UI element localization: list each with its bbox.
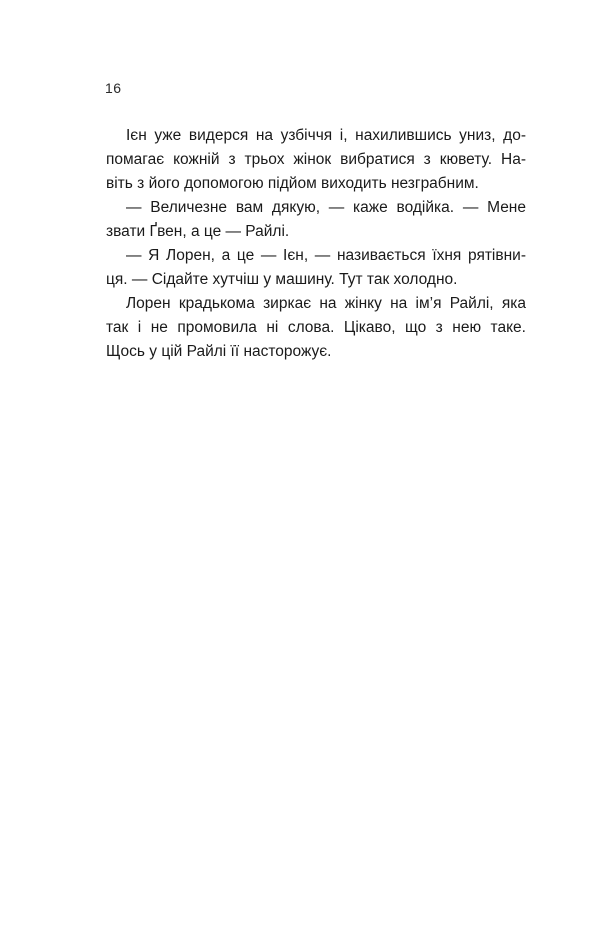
text-line: — Я Лорен, а це — Ієн, — називається їхня рятівни- bbox=[126, 247, 526, 264]
text-line: так і не промовила ні слова. Цікаво, що з нею таке. bbox=[106, 319, 526, 336]
text-line: Лорен крадькома зиркає на жінку на ім’я Райлі, яка bbox=[126, 295, 526, 312]
text-line: — Величезне вам дякую, — каже водійка. — Мене bbox=[126, 199, 526, 216]
text-line: звати Ґвен, а це — Райлі. bbox=[106, 223, 290, 240]
body-text bbox=[106, 124, 526, 364]
text-line: ця. — Сідайте хутчіш у машину. Тут так холодно. bbox=[106, 271, 458, 288]
text-line: помагає кожній з трьох жінок вибратися з кювету. На- bbox=[106, 151, 526, 168]
text-line: Ієн уже видерся на узбіччя і, нахилившись униз, до- bbox=[126, 127, 526, 144]
page-number: 16 bbox=[105, 80, 122, 96]
text-line: віть з його допомогою підйом виходить незграбним. bbox=[106, 175, 479, 192]
text-line: Щось у цій Райлі її насторожує. bbox=[106, 343, 332, 360]
